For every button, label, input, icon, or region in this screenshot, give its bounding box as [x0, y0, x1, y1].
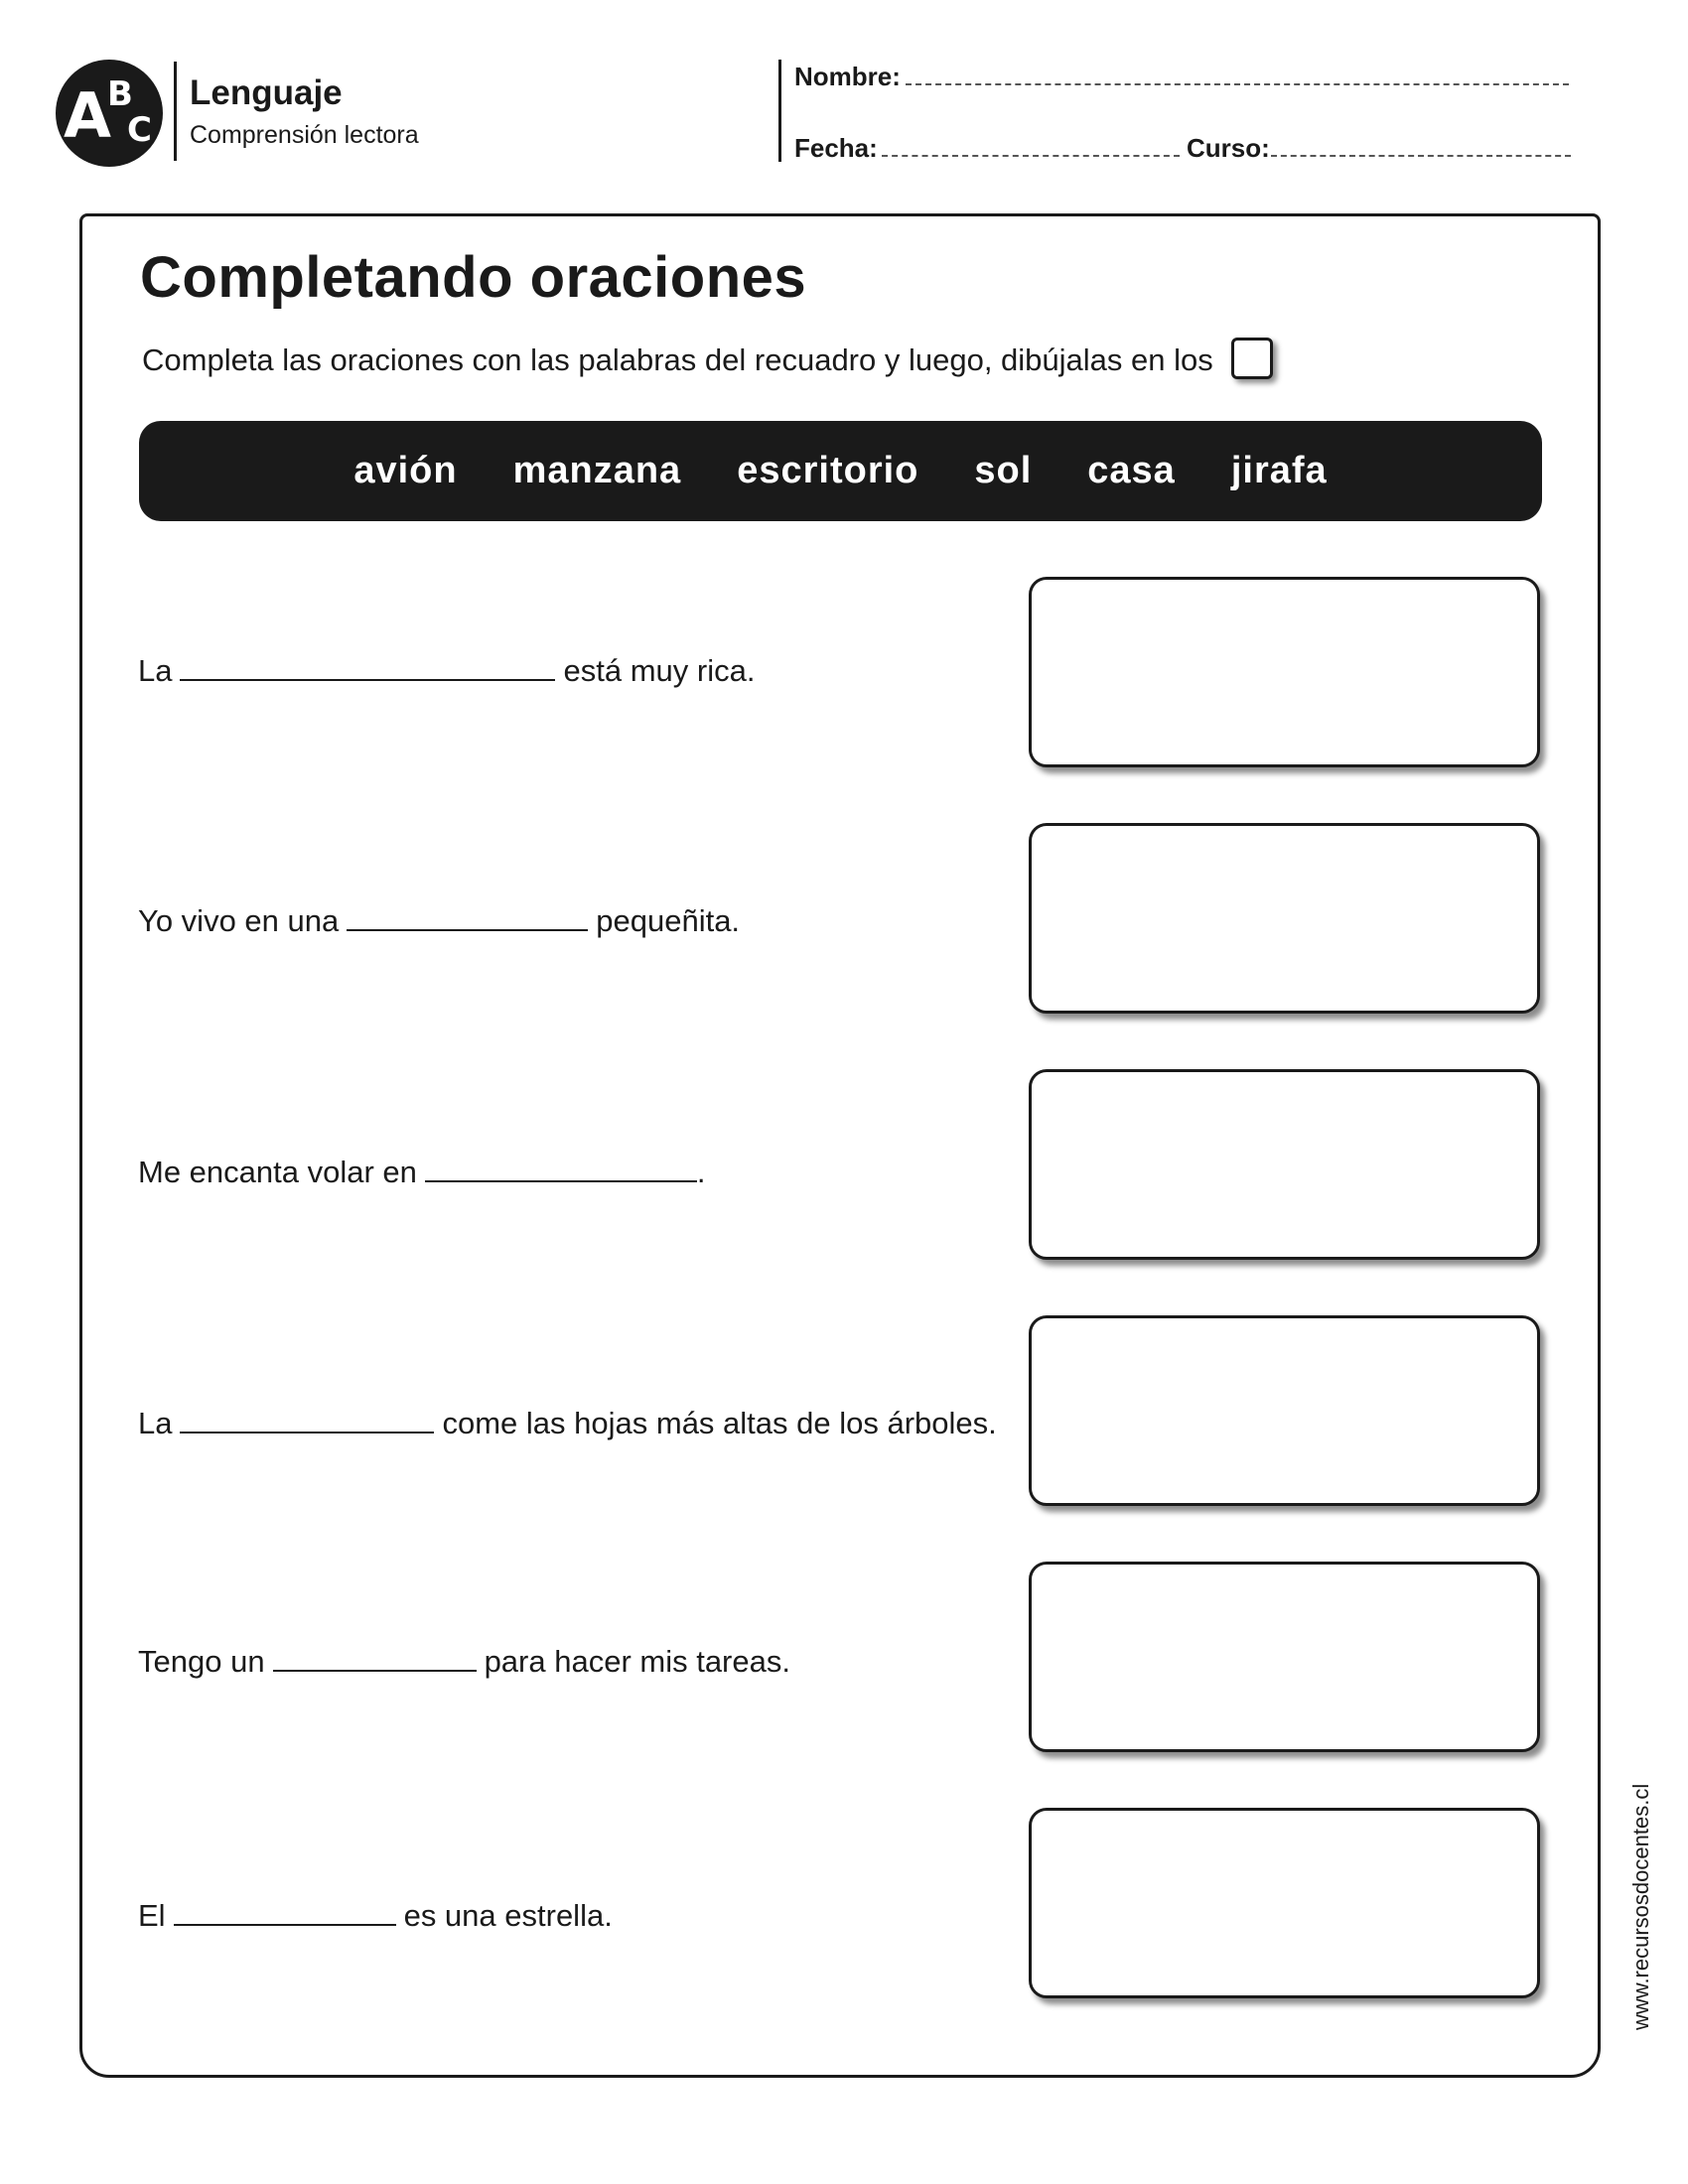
- instruction-text: Completa las oraciones con las palabras del recuadro y luego, dibújalas en los: [142, 342, 1213, 377]
- name-label: Nombre:: [794, 62, 901, 91]
- drawing-box[interactable]: [1029, 823, 1540, 1014]
- word-bank-item: escritorio: [737, 450, 919, 491]
- date-field[interactable]: [882, 155, 1180, 157]
- sentence-text-before: La: [138, 653, 173, 688]
- word-bank-item: avión: [353, 450, 458, 491]
- sentence-6: [138, 1898, 613, 1934]
- sentence-text-after: para hacer mis tareas.: [484, 1644, 790, 1679]
- word-bank: [139, 421, 1542, 521]
- logo-letter-c: C: [127, 110, 152, 150]
- sentence-text-after: pequeñita.: [596, 903, 741, 938]
- answer-blank[interactable]: [180, 679, 555, 681]
- sentence-text-before: Me encanta volar en: [138, 1155, 417, 1189]
- logo-letter-b: B: [107, 74, 133, 114]
- sentence-2: [138, 903, 740, 939]
- sentence-5: [138, 1644, 790, 1680]
- word-bank-item: sol: [974, 450, 1033, 491]
- sentence-text-after: come las hojas más altas de los árboles.: [442, 1406, 997, 1440]
- name-field[interactable]: [906, 83, 1569, 85]
- sentence-3: [138, 1155, 706, 1190]
- subject-title: Lenguaje: [190, 73, 343, 112]
- subject-subtitle: Comprensión lectora: [190, 121, 419, 149]
- course-label: Curso:: [1187, 133, 1270, 163]
- drawing-box[interactable]: [1029, 577, 1540, 767]
- word-bank-item: jirafa: [1230, 450, 1328, 491]
- answer-blank[interactable]: [347, 929, 588, 931]
- answer-blank[interactable]: [180, 1432, 434, 1433]
- logo-letter-a: A: [64, 79, 111, 152]
- sentence-text-after: está muy rica.: [563, 653, 756, 688]
- drawing-box[interactable]: [1029, 1069, 1540, 1260]
- sentence-text-before: La: [138, 1406, 173, 1440]
- drawing-box[interactable]: [1029, 1808, 1540, 1998]
- abc-logo: [56, 60, 163, 167]
- instruction-box-icon: [1231, 338, 1273, 379]
- date-label: Fecha:: [794, 133, 878, 163]
- answer-blank[interactable]: [425, 1180, 697, 1182]
- sentence-text-before: El: [138, 1898, 166, 1933]
- answer-blank[interactable]: [273, 1670, 477, 1672]
- course-field[interactable]: [1271, 155, 1571, 157]
- header-divider-right: [778, 60, 781, 162]
- sentence-1: [138, 653, 755, 689]
- word-bank-item: casa: [1087, 450, 1176, 491]
- answer-blank[interactable]: [174, 1924, 396, 1926]
- header-divider: [174, 62, 177, 161]
- drawing-box[interactable]: [1029, 1315, 1540, 1506]
- drawing-box[interactable]: [1029, 1562, 1540, 1752]
- sentence-4: [138, 1406, 997, 1441]
- sentence-text-before: Yo vivo en una: [138, 903, 340, 938]
- page-title: Completando oraciones: [140, 245, 807, 310]
- footer-url: www.recursosdocentes.cl: [1628, 1783, 1653, 2030]
- word-bank-item: manzana: [512, 450, 682, 491]
- sentence-text-before: Tengo un: [138, 1644, 265, 1679]
- sentence-text-after: es una estrella.: [403, 1898, 613, 1933]
- sentence-text-after: .: [696, 1155, 706, 1189]
